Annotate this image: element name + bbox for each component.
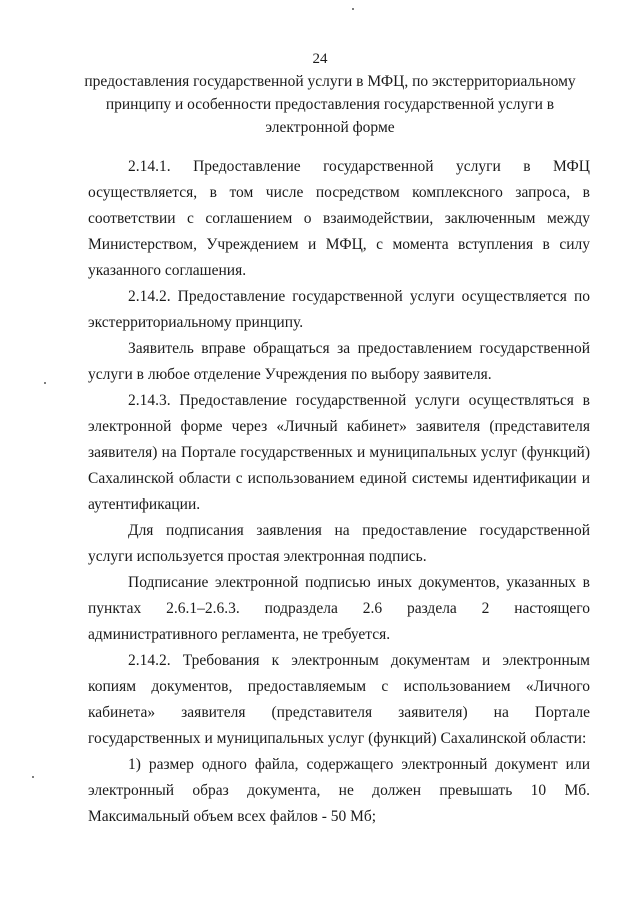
paragraph-file-size: 1) размер одного файла, содержащего электронный документ или электронный образ документа, не должен превышать 10 Мб. Максимальный объем всех файлов - 50 Мб; [88, 756, 590, 825]
paragraph-simple-signature: Для подписания заявления на предоставление государственной услуги используется простая электронная подпись. [88, 522, 590, 565]
paragraph-requirements: 2.14.2. Требования к электронным документам и электронным копиям документов, предоставляемым с использованием «Личного кабинета» заявителя (представителя заявителя) на Портале государственных и муниципальных услуг (функций) Сахалинской области: [88, 652, 590, 747]
paragraph-other-documents: Подписание электронной подписью иных документов, указанных в пунктах 2.6.1–2.6.3. подраздела 2.6 раздела 2 настоящего административного регламента, не требуется. [88, 574, 590, 643]
scan-speck [352, 8, 354, 10]
document-body [88, 154, 590, 830]
page-number: 24 [312, 51, 328, 67]
paragraph-2-14-2: 2.14.2. Предоставление государственной услуги осуществляется по экстерриториальному принципу. [88, 288, 590, 331]
paragraph-2-14-1: 2.14.1. Предоставление государственной услуги в МФЦ осуществляется, в том числе посредством комплексного запроса, в соответствии с соглашением о взаимодействии, заключенным между Министерством, Учреждением и МФЦ, с момента вступления в силу указанного соглашения. [88, 158, 590, 279]
paragraph-2-14-3: 2.14.3. Предоставление государственной услуги осуществляться в электронной форме через «Личный кабинет» заявителя (представителя заявителя) на Портале государственных и муниципальных услуг (функций) Сахалинской области с использованием единой системы идентификации и аутентификации. [88, 392, 590, 513]
section-heading: предоставления государственной услуги в МФЦ, по экстерриториальному принципу и особенности предоставления государственной услуги в электронной форме [84, 73, 576, 136]
paragraph-applicant-right: Заявитель вправе обращаться за предоставлением государственной услуги в любое отделение Учреждения по выбору заявителя. [88, 340, 590, 383]
scan-speck [32, 776, 34, 778]
scan-speck [44, 382, 46, 384]
